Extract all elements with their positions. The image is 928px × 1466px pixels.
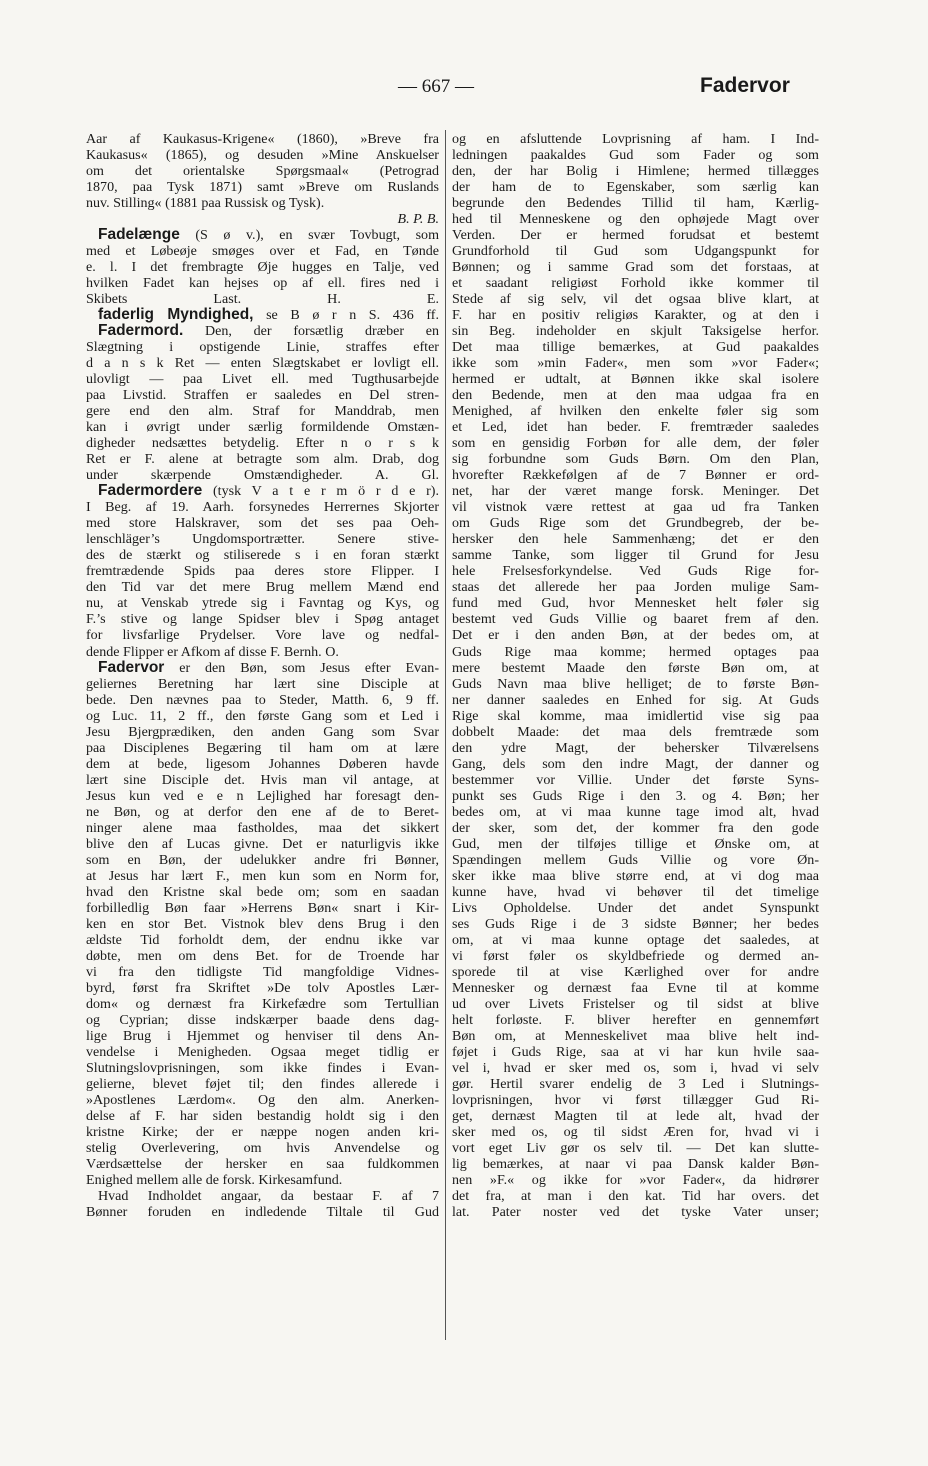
line-text: den, der har Bolig i Himlene; hermed tillægges	[452, 163, 819, 180]
text-line	[452, 916, 819, 932]
text-line	[86, 884, 439, 900]
line-text: net, har der været mange forsk. Meninger. Det	[452, 483, 819, 500]
text-line	[452, 547, 819, 563]
line-text: det fra, at man i den kat. Tid har overs. det	[452, 1188, 819, 1205]
text-line	[452, 179, 819, 195]
text-line	[86, 644, 439, 660]
text-line	[452, 419, 819, 435]
text-line	[86, 1108, 439, 1124]
line-text: paa Disciplenes Begæring til ham om at lære	[86, 739, 439, 756]
line-text: fund med Gud, hvor Mennesket helt føler sig	[452, 595, 819, 612]
line-text: »Apostlenes Lærdom«. Og den alm. Anerken-	[86, 1091, 439, 1108]
line-text: ne Bøn, og at derfor den ene af de to Beret-	[86, 803, 439, 820]
text-line	[86, 820, 439, 836]
line-text: helt forløste. F. bliver herefter en gennemført	[452, 1011, 819, 1028]
text-line	[452, 644, 819, 660]
text-line	[86, 419, 439, 435]
line-text: ledningen paakaldes Gud som Fader og som	[452, 147, 819, 164]
text-line	[452, 531, 819, 547]
text-line	[86, 323, 439, 339]
line-text: ner danner saaledes en Enhed for sig. At Guds	[452, 691, 819, 708]
line-text: er den Bøn, som Jesus efter Evan-	[164, 659, 439, 676]
text-line	[452, 1044, 819, 1060]
line-text: den Tid var det mere Brug mellem Mænd end	[86, 579, 439, 596]
line-text: gelierne, blevet føjet til; den findes allerede i	[86, 1075, 439, 1092]
line-text: om Guds Rige som det Grundbegreb, der be-	[452, 515, 819, 532]
line-text: Det er i den anden Bøn, at der bedes om, at	[452, 627, 819, 644]
line-text: F. har en positiv religiøs Karakter, og at den i	[452, 307, 819, 324]
line-text: med et Løbeøje smøges over et Fad, en Tønde	[86, 243, 439, 260]
text-line	[86, 467, 439, 483]
text-line	[86, 836, 439, 852]
line-text: B. P. B.	[397, 211, 439, 228]
line-text: med store Halskraver, som det ses paa Oeh-	[86, 515, 439, 532]
text-line	[452, 275, 819, 291]
text-line	[452, 1172, 819, 1188]
text-line	[452, 579, 819, 595]
text-line	[452, 740, 819, 756]
line-text: at Jesus har lært F., men kun som en Norm for,	[86, 867, 439, 884]
text-line	[452, 900, 819, 916]
text-line	[86, 868, 439, 884]
text-line	[452, 339, 819, 355]
line-text: sker ikke maa blive større end, at vi dog maa	[452, 867, 819, 884]
text-line	[452, 371, 819, 387]
text-line	[86, 1140, 439, 1156]
text-line	[86, 980, 439, 996]
line-text: hvorefter Rækkefølgen af de 7 Bønner er ord-	[452, 467, 819, 484]
line-text: og Luc. 11, 2 ff., den første Gang som et Led i	[86, 707, 439, 724]
text-line	[452, 499, 819, 515]
line-text: og Cyprian; disse indskærper baade dens dag-	[86, 1011, 439, 1028]
text-line	[452, 708, 819, 724]
line-text: sporede til at vise Kærlighed over for andre	[452, 963, 819, 980]
text-line	[452, 163, 819, 179]
text-line	[452, 932, 819, 948]
page-number: — 667 —	[398, 76, 474, 97]
text-line	[86, 339, 439, 355]
line-text: ulovligt — paa Livet ell. med Tugthusarbejde	[86, 371, 439, 388]
text-line	[452, 595, 819, 611]
text-line	[452, 259, 819, 275]
text-line	[86, 627, 439, 643]
text-line	[86, 1028, 439, 1044]
text-line	[452, 291, 819, 307]
text-line	[86, 804, 439, 820]
line-text: der ham de to Egenskaber, som særlig kan	[452, 179, 819, 196]
line-text: hersker den hele Sammenhæng; det er den	[452, 531, 819, 548]
text-line	[452, 435, 819, 451]
text-line	[86, 756, 439, 772]
line-text: ud over Livets Fristelser og til sidst at blive	[452, 995, 819, 1012]
line-text: samme Tanke, som ligger til Grund for Jesu	[452, 547, 819, 564]
text-line	[86, 275, 439, 291]
line-text: (tysk V a t e r m ö r d e r).	[202, 483, 439, 500]
text-line	[86, 900, 439, 916]
left-column	[86, 131, 439, 1220]
line-text: Gud, men der tilføjes tillige et Ønske om, at	[452, 835, 819, 852]
text-line	[86, 515, 439, 531]
text-line	[86, 1204, 439, 1220]
page-header	[0, 74, 928, 104]
text-line	[452, 724, 819, 740]
line-text: begrunde den Bedendes Tillid til ham, Kærlig-	[452, 195, 819, 212]
line-text: Spændingen mellem Guds Villie og vore Øn-	[452, 851, 819, 868]
line-text: den ydre Magt, der behersker Tilværelsens	[452, 739, 819, 756]
line-text: for livsfarlige Prydelser. Vore lave og nedfal-	[86, 627, 439, 644]
text-line	[86, 147, 439, 163]
running-head: Fadervor	[700, 74, 790, 97]
line-text: bestemmer vor Villie. Under det første Syns-	[452, 771, 819, 788]
line-text: vil vistnok være rettest at gaa ud fra Tanken	[452, 499, 819, 516]
text-line	[86, 1156, 439, 1172]
line-text: nen »F.« og ikke for »vor Fader«, da hidrører	[452, 1172, 819, 1189]
text-line	[452, 515, 819, 531]
line-text: Aar af Kaukasus-Krigene« (1860), »Breve fra	[86, 131, 439, 147]
line-text: lige Brug i Hjemmet og henviser til dens An-	[86, 1027, 439, 1044]
line-text: en svær Tovbugt, som	[263, 227, 439, 244]
line-text: der sker, som det, der kommer fra den gode	[452, 819, 819, 836]
text-line	[86, 932, 439, 948]
line-text: Det maa tillige bemærkes, at Gud paakaldes	[452, 339, 819, 356]
text-line	[86, 483, 439, 499]
text-line	[452, 692, 819, 708]
text-line	[452, 1092, 819, 1108]
line-text: staas det allerede her paa Jorden mulige Sam-	[452, 579, 819, 596]
line-text: nu, at Venskab ytrede sig i Favntag og Kys, og	[86, 595, 439, 612]
line-text: I Beg. af 19. Aarh. forsynedes Herrernes Skjorter	[86, 499, 439, 516]
line-text: vi først føler os skyldbefriede og dermed an-	[452, 947, 819, 964]
line-text: forbilledlig Bøn faar »Herrens Bøn« snart i Kir-	[86, 899, 439, 916]
text-line	[452, 676, 819, 692]
text-line	[452, 451, 819, 467]
line-text: Den, der forsætlig dræber en	[183, 323, 439, 340]
text-line	[452, 147, 819, 163]
text-line	[86, 660, 439, 676]
line-text: sig forbundne som Guds Børn. Om den Plan,	[452, 451, 819, 468]
text-line	[452, 611, 819, 627]
line-text: Mennesker og dernæst faa Evne til at komme	[452, 979, 819, 996]
line-text: blive den af Lucas givne. Det er naturligvis ikke	[86, 835, 439, 852]
line-text: Slutningslovprisningen, som ikke findes i Evan-	[86, 1059, 439, 1076]
line-text: paa Livstid. Straffen er saaledes en Del stren-	[86, 387, 439, 404]
line-text: d a n s k Ret — enten Slægtskabet er lovligt ell.	[86, 355, 439, 372]
text-line	[86, 499, 439, 515]
line-text: Enighed mellem alle de forsk. Kirkesamfund.	[86, 1172, 343, 1189]
text-line	[452, 1028, 819, 1044]
line-text: Verden. Der er hermed forudsat et bestemt	[452, 227, 819, 244]
text-line	[86, 307, 439, 323]
text-line	[452, 836, 819, 852]
text-line	[86, 996, 439, 1012]
line-text: geliernes Beretning har lært sine Disciple at	[86, 675, 439, 692]
line-text: Ret er F. alene at betragte som alm. Drab, dog	[86, 451, 439, 468]
line-text: punkt ses Guds Rige i den 3. og 4. Bøn; her	[452, 787, 819, 804]
line-text: Slægtning i opstigende Linie, straffes efter	[86, 339, 439, 356]
text-line	[86, 163, 439, 179]
line-text: den Bedende, men at den maa udgaa fra en	[452, 387, 819, 404]
text-line	[86, 1012, 439, 1028]
text-line	[86, 964, 439, 980]
text-line	[86, 724, 439, 740]
text-line	[452, 820, 819, 836]
line-text: fremtrædende Spids paa deres store Flipper. I	[86, 563, 439, 580]
column-divider	[445, 130, 446, 1340]
text-line	[452, 660, 819, 676]
entry-headword: Fadelænge	[98, 226, 180, 244]
text-line	[86, 387, 439, 403]
entry-headword: faderlig Myndighed,	[98, 306, 254, 324]
line-text: et saadant religiøst Forhold ikke kommer til	[452, 275, 819, 292]
entry-headword: Fadermordere	[98, 482, 203, 500]
line-text: sin Beg. indeholder en skjult Taksigelse herfor.	[452, 323, 819, 340]
line-text: under skærpende Omstændigheder. A. Gl.	[86, 467, 439, 484]
line-text: døbte, men om dens Bet. for de Troende har	[86, 947, 439, 964]
text-line	[86, 403, 439, 419]
entry-headword: Fadervor	[98, 658, 165, 676]
text-line	[452, 980, 819, 996]
line-text: som en gensidig Forbøn for alle dem, der føler	[452, 435, 819, 452]
line-text: Guds Navn maa blive helliget; de to første Bøn-	[452, 675, 819, 692]
line-text: Menighed, af hvilken den enkelte føler sig som	[452, 403, 819, 420]
text-line	[452, 227, 819, 243]
text-line	[452, 788, 819, 804]
line-text: Værdsættelse der hersker en saa fuldkommen	[86, 1156, 439, 1172]
line-text: nuv. Stilling« (1881 paa Russisk og Tysk).	[86, 195, 325, 212]
text-line	[86, 611, 439, 627]
text-line	[86, 531, 439, 547]
line-text: des de stærkt og stiliserede s i en foran stærkt	[86, 547, 439, 564]
line-text: dem at bede, ligesom Johannes Døberen havde	[86, 755, 439, 772]
text-line	[86, 195, 439, 211]
line-text: kunne have, hvad vi behøver til det timelige	[452, 883, 819, 900]
line-text: bedes om, at vi maa kunne tage imod alt, hvad	[452, 803, 819, 820]
line-text: dom« og dernæst fra Kirkefædre som Tertullian	[86, 995, 439, 1012]
text-line	[452, 964, 819, 980]
text-line	[452, 243, 819, 259]
text-line	[452, 1204, 819, 1220]
text-line	[86, 1076, 439, 1092]
text-line	[86, 692, 439, 708]
line-text: Rige skal komme, maa imidlertid vise sig paa	[452, 707, 819, 724]
line-text: Livs Opholdelse. Under det andet Synspunkt	[452, 899, 819, 916]
line-text: sker med os, og til sidst Æren for, hvad vi i	[452, 1123, 819, 1140]
line-text: ikke som »min Fader«, men som »vor Fader«;	[452, 355, 819, 372]
line-text: delse af F. har siden bestandig holdt sig i den	[86, 1107, 439, 1124]
right-column	[452, 131, 819, 1220]
line-text: F.’s stive og lange Spidser blev i Spøg antaget	[86, 611, 439, 628]
text-line	[86, 1044, 439, 1060]
text-line	[452, 211, 819, 227]
text-line	[86, 355, 439, 371]
text-line	[86, 243, 439, 259]
line-text: hed til Menneskene og den ophøjede Magt over	[452, 211, 819, 228]
text-line	[86, 547, 439, 563]
line-text: lig bemærkes, at naar vi paa Dansk kalder Bøn-	[452, 1156, 819, 1172]
text-line	[452, 323, 819, 339]
text-line	[86, 1172, 439, 1188]
text-line	[86, 916, 439, 932]
line-text: ældste Tid forholdt dem, der endnu ikke var	[86, 931, 439, 948]
text-line	[452, 627, 819, 643]
line-text: som en Bøn, der udelukker andre fri Bønner,	[86, 851, 439, 868]
text-line	[86, 1124, 439, 1140]
line-text: Bønnen; og i samme Grad som det forstaas, at	[452, 259, 819, 276]
text-line	[452, 467, 819, 483]
text-line	[86, 563, 439, 579]
line-text: Jesu Bjergprædiken, den anden Gang som Svar	[86, 723, 439, 740]
line-text: se B ø r n S. 436 ff.	[253, 307, 439, 324]
line-text: Grundforhold til Gud som Udgangspunkt for	[452, 243, 819, 260]
text-line	[452, 131, 819, 147]
line-text: et Led, idet han beder. F. fremtræder saaledes	[452, 419, 819, 436]
text-line	[452, 1108, 819, 1124]
line-text: vort eget Liv gør os selv til. — Det kan slutte-	[452, 1139, 819, 1156]
line-text: hvilken Fadet kan hejses op af ell. fires ned i	[86, 275, 439, 292]
line-text: get, dernæst Magten til at lede alt, hvad der	[452, 1107, 819, 1124]
text-line	[452, 1060, 819, 1076]
line-text: Stede af sig selv, vil det ogsaa blive klart, at	[452, 291, 819, 308]
line-text: ninger alene maa fastholdes, maa det sikkert	[86, 819, 439, 836]
line-text: bestemt ved Guds Villie og baaret frem af den.	[452, 611, 819, 628]
text-line	[452, 1140, 819, 1156]
text-line	[452, 1156, 819, 1172]
line-text: kan i øvrigt under særlig formildende Omstæn-	[86, 419, 439, 436]
line-text: Kaukasus« (1865), og desuden »Mine Anskuelser	[86, 147, 439, 164]
text-line	[86, 179, 439, 195]
line-text: stelig Overlevering, om hvis Anvendelse og	[86, 1139, 439, 1156]
line-text: byrd, først fra Skriftet »De tolv Apostles Lær-	[86, 979, 439, 996]
line-text: dobbelt Maade: det maa dels fremtræde som	[452, 723, 819, 740]
line-text: Jesus kun ved e e n Lejlighed har foresagt den-	[86, 787, 439, 804]
text-line	[452, 804, 819, 820]
line-text: ken en stor Bet. Vistnok blev dens Brug i den	[86, 915, 439, 932]
line-text: lært sine Disciple det. Hvis man vil antage, at	[86, 771, 439, 788]
line-text: lat. Pater noster ved det tyske Vater unser;	[452, 1204, 819, 1221]
text-line	[86, 371, 439, 387]
text-line	[452, 195, 819, 211]
line-text: og en afsluttende Lovprisning af ham. I Ind-	[452, 131, 819, 147]
line-text: gere end den alm. Straf for Manddrab, men	[86, 403, 439, 420]
line-text: om det orientalske Spørgsmaal« (Petrograd	[86, 163, 439, 180]
text-line	[452, 563, 819, 579]
text-line	[86, 227, 439, 243]
line-text: hermed er udtalt, at Bønnen ikke skal isolere	[452, 371, 819, 388]
text-line	[452, 355, 819, 371]
line-text: vel i, hvad er sker med os, som i, hvad vi selv	[452, 1059, 819, 1076]
line-text: 1870, paa Tysk 1871) samt »Breve om Ruslands	[86, 179, 439, 196]
text-line	[86, 708, 439, 724]
line-text: bede. Den nævnes paa to Steder, Matth. 6, 9 ff.	[86, 691, 439, 708]
line-text: Gang, dels som den indre Magt, der danner og	[452, 755, 819, 772]
line-text: om, at vi maa kunne optage det saaledes, at	[452, 931, 819, 948]
text-line	[452, 1124, 819, 1140]
text-line	[452, 1188, 819, 1204]
line-text: hele Frelsesforkyndelse. Ved Guds Rige for-	[452, 563, 819, 580]
text-line	[86, 676, 439, 692]
text-line	[86, 852, 439, 868]
entry-note: (S ø v.),	[179, 227, 264, 244]
line-text: digheder nedsættes betydelig. Efter n o r s k	[86, 435, 439, 452]
line-text: kristne Kirke; der er næppe nogen anden kri-	[86, 1123, 439, 1140]
text-line	[86, 579, 439, 595]
text-line	[452, 387, 819, 403]
text-line	[86, 788, 439, 804]
line-text: mere bestemt Maade den første Bøn om, at	[452, 659, 819, 676]
text-line	[452, 483, 819, 499]
text-line	[452, 868, 819, 884]
text-line	[86, 435, 439, 451]
text-line	[86, 1188, 439, 1204]
line-text: Hvad Indholdet angaar, da bestaar F. af 7	[98, 1188, 439, 1205]
line-text: dende Flipper er Afkom af disse F. Bernh. O.	[86, 643, 339, 660]
line-text: føjet i Guds Rige, saa at vi har kun hvile saa-	[452, 1043, 819, 1060]
line-text: gør. Hertil svarer endelig de 3 Led i Slutnings-	[452, 1075, 819, 1092]
text-line	[86, 259, 439, 275]
line-text: Bøn om, at Menneskelivet maa blive helt ind-	[452, 1027, 819, 1044]
text-line	[452, 1012, 819, 1028]
text-line	[86, 772, 439, 788]
line-text: Skibets Last. H. E.	[86, 291, 439, 308]
text-line	[86, 1060, 439, 1076]
entry-headword: Fadermord.	[98, 322, 184, 340]
text-line	[452, 996, 819, 1012]
line-text: vi fra den tidligste Tid mangfoldige Vidnes-	[86, 963, 439, 980]
text-line	[452, 1076, 819, 1092]
text-line	[452, 948, 819, 964]
text-line	[86, 451, 439, 467]
text-line	[86, 948, 439, 964]
text-line	[452, 756, 819, 772]
line-text: ses Guds Rige i de 3 sidste Bønner; her bedes	[452, 915, 819, 932]
text-line	[452, 852, 819, 868]
line-text: vendelse i Menigheden. Ogsaa meget tidlig er	[86, 1043, 439, 1060]
line-text: Bønner foruden en indledende Tiltale til Gud	[86, 1204, 439, 1221]
text-line	[86, 291, 439, 307]
line-text: lovprisningen, hvor vi først tillægger Gud Ri-	[452, 1091, 819, 1108]
line-text: e. l. I det frembragte Øje hugges en Talje, ved	[86, 259, 439, 276]
text-line	[452, 884, 819, 900]
text-line	[86, 1092, 439, 1108]
text-line	[86, 211, 439, 227]
text-line	[452, 772, 819, 788]
text-line	[452, 403, 819, 419]
line-text: lenschläger’s Ungdomsportrætter. Senere stive-	[86, 531, 439, 548]
text-line	[452, 307, 819, 323]
text-line	[86, 595, 439, 611]
line-text: Guds Rige maa komme; hermed optages paa	[452, 643, 819, 660]
line-text: hvad den Kristne skal bede om; som en saadan	[86, 883, 439, 900]
text-line	[86, 740, 439, 756]
text-line	[86, 131, 439, 147]
